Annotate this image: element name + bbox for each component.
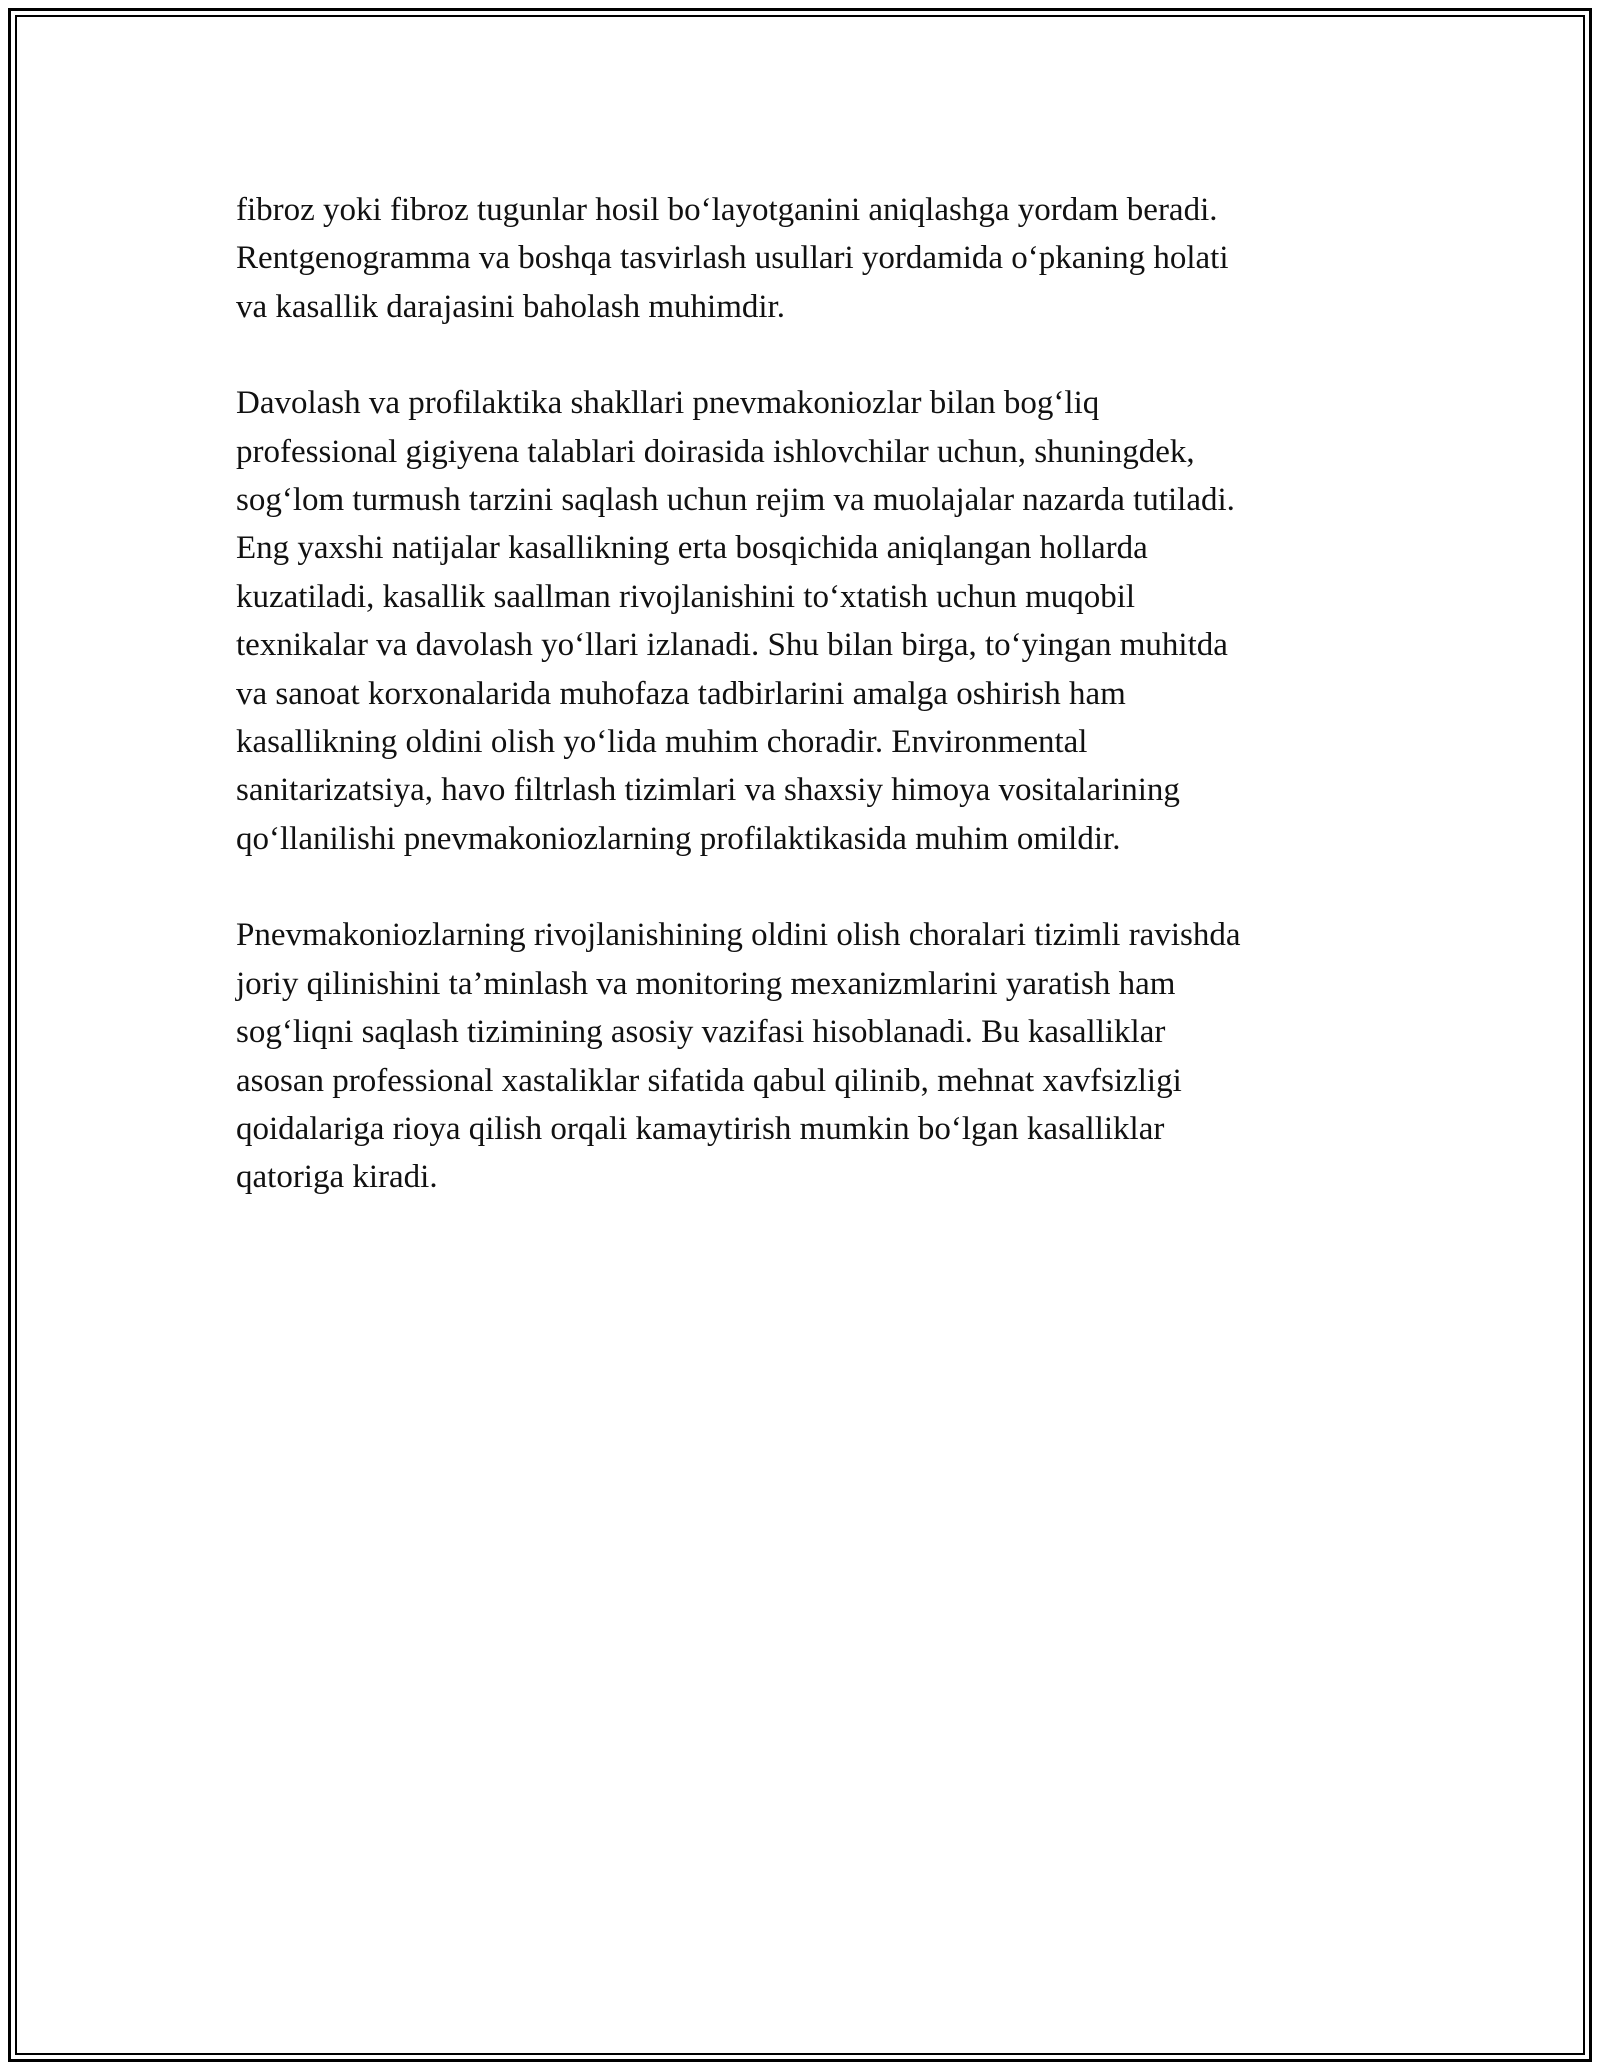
paragraph-2: Davolash va profilaktika shakllari pnevmakoniozlar bilan bog‘liq professional gigiyena talablari doirasida ishlovchilar uchun, shuningdek, sog‘lom turmush tarzini saqlash uchun rejim va muolajalar nazarda tutiladi. Eng yaxshi natijalar kasallikning erta bosqichida aniqlangan hollarda kuzatiladi, kasallik saallman rivojlanishini to‘xtatish uchun muqobil texnikalar va davolash yo‘llari izlanadi. Shu bilan birga, to‘yingan muhitda va sanoat korxonalarida muhofaza tadbirlarini amalga oshirish ham kasallikning oldini olish yo‘lida muhim choradir. Environmental sanitarizatsiya, havo filtrlash tizimlari va shaxsiy himoya vositalarining qo‘llanilishi pnevmakoniozlarning profilaktikasida muhim omildir. — [236, 385, 1235, 857]
page-frame — [8, 8, 1592, 2062]
paragraph-3: Pnevmakoniozlarning rivojlanishining oldini olish choralari tizimli ravishda joriy qilinishini ta’minlash va monitoring mexanizmlarini yaratish ham sog‘liqni saqlash tizimining asosiy vazifasi hisoblanadi. Bu kasalliklar asosan professional xastaliklar sifatida qabul qilinib, mehnat xavfsizligi qoidalariga rioya qilish orqali kamaytirish mumkin bo‘lgan kasalliklar qatoriga kiradi. — [236, 917, 1241, 1196]
paragraph-1: fibroz yoki fibroz tugunlar hosil bo‘layotganini aniqlashga yordam beradi. Rentgenogramma va boshqa tasvirlash usullari yordamida o‘pkaning holati va kasallik darajasini baholash muhimdir. — [236, 192, 1229, 325]
document-body — [236, 186, 1376, 1250]
